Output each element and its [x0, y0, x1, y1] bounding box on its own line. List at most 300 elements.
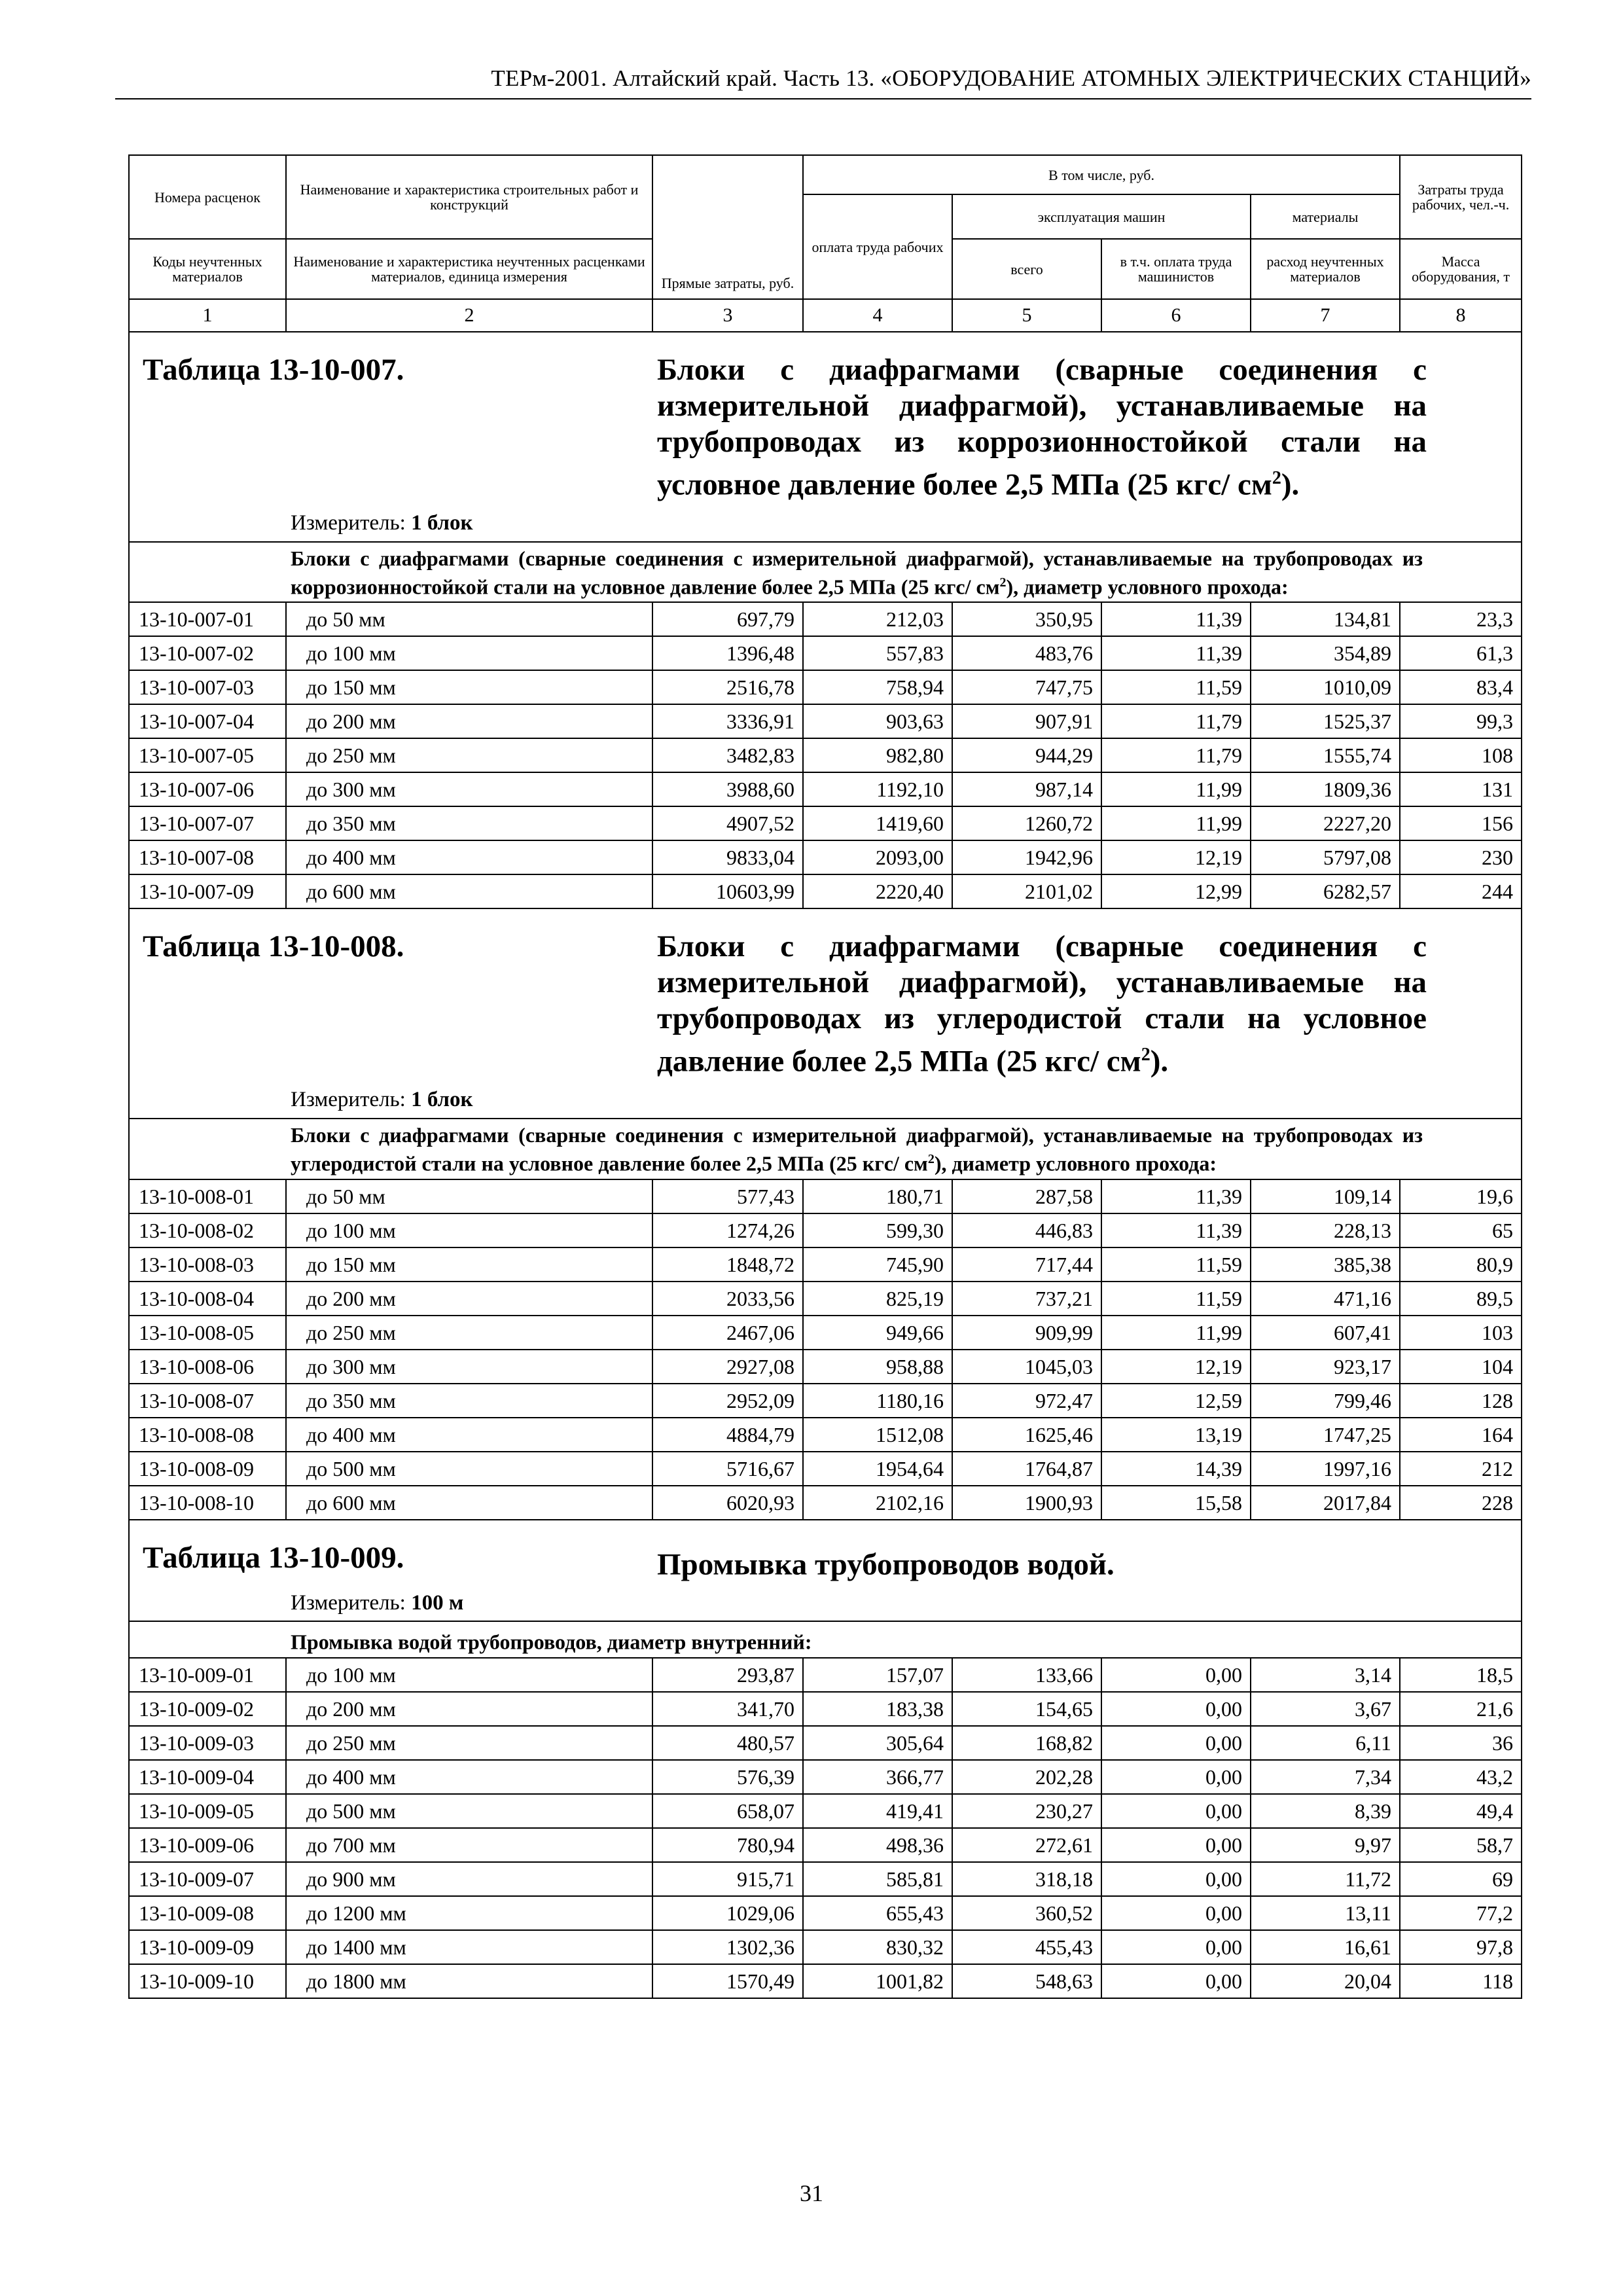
cell-machinist-pay: 12,99: [1101, 874, 1251, 908]
cell-machines-total: 318,18: [952, 1862, 1101, 1896]
table-description-text: Промывка трубопроводов водой.: [657, 1547, 1115, 1582]
cell-direct-costs: 3482,83: [652, 738, 803, 772]
cell-machinist-pay: 11,79: [1101, 704, 1251, 738]
measure-value: 1 блок: [411, 511, 473, 535]
cell-worker-pay: 1001,82: [803, 1964, 952, 1998]
cell-direct-costs: 915,71: [652, 1862, 803, 1896]
cell-direct-costs: 6020,93: [652, 1486, 803, 1520]
cell-direct-costs: 658,07: [652, 1794, 803, 1828]
cell-rate-code: 13-10-007-02: [129, 636, 286, 670]
table-row: [129, 1247, 1522, 1282]
cell-machines-total: 202,28: [952, 1760, 1101, 1794]
cell-rate-code: 13-10-009-07: [129, 1862, 286, 1896]
header-col3: Прямые затраты, руб.: [652, 155, 803, 299]
table-row: [129, 1282, 1522, 1316]
cell-rate-code: 13-10-007-09: [129, 874, 286, 908]
cell-work-name: до 100 мм: [286, 1658, 652, 1692]
cell-worker-pay: 1180,16: [803, 1384, 952, 1418]
cell-machinist-pay: 11,99: [1101, 772, 1251, 806]
cell-direct-costs: 3336,91: [652, 704, 803, 738]
cell-machinist-pay: 11,59: [1101, 1247, 1251, 1282]
cell-labor-costs: 69: [1400, 1862, 1522, 1896]
cell-worker-pay: 1512,08: [803, 1418, 952, 1452]
cell-direct-costs: 2033,56: [652, 1282, 803, 1316]
cell-direct-costs: 780,94: [652, 1828, 803, 1862]
cell-machinist-pay: 0,00: [1101, 1930, 1251, 1964]
table-row: [129, 772, 1522, 806]
cell-machines-total: 154,65: [952, 1692, 1101, 1726]
measure-row: [129, 507, 1522, 542]
cell-labor-costs: 65: [1400, 1213, 1522, 1247]
cell-materials: 607,41: [1251, 1316, 1400, 1350]
header-machines: эксплуатация машин: [952, 194, 1251, 239]
group-row: [129, 1621, 1522, 1658]
cell-labor-costs: 164: [1400, 1418, 1522, 1452]
group-text: [291, 1626, 1521, 1655]
cell-direct-costs: 2927,08: [652, 1350, 803, 1384]
section-title-wrap: [143, 929, 1512, 1080]
cell-labor-costs: 156: [1400, 806, 1522, 840]
cell-work-name: до 500 мм: [286, 1452, 652, 1486]
cell-direct-costs: 2467,06: [652, 1316, 803, 1350]
cell-materials: 228,13: [1251, 1213, 1400, 1247]
table-description-text: Блоки с диафрагмами (сварные соединения с измерительной диафрагмой), устанавливаемые на трубопроводах из коррозионностойкой стали на условное давление более 2,5 МПа (25 кгс/ см: [657, 353, 1427, 502]
column-number: 4: [803, 299, 952, 332]
measure-cell: [129, 507, 1522, 542]
measure-value: 100 м: [411, 1590, 464, 1615]
header-in-total: В том числе, руб.: [803, 155, 1400, 194]
cell-rate-code: 13-10-009-03: [129, 1726, 286, 1760]
cell-work-name: до 50 мм: [286, 602, 652, 636]
cell-labor-costs: 104: [1400, 1350, 1522, 1384]
cell-worker-pay: 830,32: [803, 1930, 952, 1964]
cell-rate-code: 13-10-009-04: [129, 1760, 286, 1794]
column-number: 5: [952, 299, 1101, 332]
cell-rate-code: 13-10-009-10: [129, 1964, 286, 1998]
cell-machines-total: 168,82: [952, 1726, 1101, 1760]
cell-worker-pay: 2102,16: [803, 1486, 952, 1520]
cell-work-name: до 200 мм: [286, 1692, 652, 1726]
cell-materials: 13,11: [1251, 1896, 1400, 1930]
cell-machines-total: 972,47: [952, 1384, 1101, 1418]
cell-work-name: до 1200 мм: [286, 1896, 652, 1930]
cell-direct-costs: 4907,52: [652, 806, 803, 840]
header-col4: оплата труда рабочих: [803, 194, 952, 299]
running-header: ТЕРм-2001. Алтайский край. Часть 13. «ОБОРУДОВАНИЕ АТОМНЫХ ЭЛЕКТРИЧЕСКИХ СТАНЦИЙ»: [115, 65, 1531, 99]
cell-labor-costs: 228: [1400, 1486, 1522, 1520]
cell-direct-costs: 1274,26: [652, 1213, 803, 1247]
cell-labor-costs: 118: [1400, 1964, 1522, 1998]
cell-work-name: до 100 мм: [286, 636, 652, 670]
cell-machinist-pay: 15,58: [1101, 1486, 1251, 1520]
cell-labor-costs: 36: [1400, 1726, 1522, 1760]
table-row: [129, 1384, 1522, 1418]
section-title-wrap: [143, 1540, 1512, 1583]
table-description-end: ).: [1281, 467, 1300, 502]
table-row: [129, 1930, 1522, 1964]
cell-worker-pay: 157,07: [803, 1658, 952, 1692]
cell-machines-total: 133,66: [952, 1658, 1101, 1692]
table-row: [129, 1726, 1522, 1760]
table-row: [129, 1862, 1522, 1896]
cell-materials: 134,81: [1251, 602, 1400, 636]
group-text-main: Блоки с диафрагмами (сварные соединения с измерительной диафрагмой), устанавливаемые на трубопроводах из коррозионностойкой стали на условное давление более 2,5 МПа (25 кгс/ см: [291, 546, 1423, 599]
cell-machines-total: 272,61: [952, 1828, 1101, 1862]
header-col1-bottom: Коды неучтенных материалов: [129, 239, 286, 299]
cell-machinist-pay: 0,00: [1101, 1862, 1251, 1896]
cell-work-name: до 350 мм: [286, 1384, 652, 1418]
cell-labor-costs: 23,3: [1400, 602, 1522, 636]
table-row: [129, 1658, 1522, 1692]
cell-labor-costs: 97,8: [1400, 1930, 1522, 1964]
cell-machines-total: 483,76: [952, 636, 1101, 670]
cell-rate-code: 13-10-008-04: [129, 1282, 286, 1316]
cell-rate-code: 13-10-009-08: [129, 1896, 286, 1930]
cell-worker-pay: 2220,40: [803, 874, 952, 908]
cell-worker-pay: 212,03: [803, 602, 952, 636]
cell-machinist-pay: 12,19: [1101, 840, 1251, 874]
cell-materials: 385,38: [1251, 1247, 1400, 1282]
cell-direct-costs: 577,43: [652, 1179, 803, 1213]
table-row: [129, 1794, 1522, 1828]
cell-materials: 923,17: [1251, 1350, 1400, 1384]
table-row: [129, 1316, 1522, 1350]
group-text-main: Промывка водой трубопроводов, диаметр внутренний:: [291, 1630, 812, 1654]
cell-materials: 6,11: [1251, 1726, 1400, 1760]
cell-work-name: до 100 мм: [286, 1213, 652, 1247]
group-row: [129, 542, 1522, 603]
cell-machines-total: 287,58: [952, 1179, 1101, 1213]
cell-labor-costs: 61,3: [1400, 636, 1522, 670]
group-text-superscript: 2: [927, 1151, 935, 1166]
column-number: 6: [1101, 299, 1251, 332]
table-row: [129, 1760, 1522, 1794]
price-table: [128, 154, 1522, 1999]
table-row: [129, 1179, 1522, 1213]
group-text-main: Блоки с диафрагмами (сварные соединения с измерительной диафрагмой), устанавливаемые на трубопроводах из углеродистой стали на условное давление более 2,5 МПа (25 кгс/ см: [291, 1122, 1423, 1175]
table-row: [129, 806, 1522, 840]
cell-direct-costs: 341,70: [652, 1692, 803, 1726]
cell-machinist-pay: 11,59: [1101, 1282, 1251, 1316]
cell-worker-pay: 599,30: [803, 1213, 952, 1247]
cell-worker-pay: 1419,60: [803, 806, 952, 840]
cell-worker-pay: 366,77: [803, 1760, 952, 1794]
cell-labor-costs: 99,3: [1400, 704, 1522, 738]
cell-work-name: до 400 мм: [286, 1760, 652, 1794]
table-row: [129, 1350, 1522, 1384]
table-row: [129, 1213, 1522, 1247]
section-title-row: [129, 1520, 1522, 1587]
cell-worker-pay: 183,38: [803, 1692, 952, 1726]
cell-worker-pay: 498,36: [803, 1828, 952, 1862]
table-row: [129, 1452, 1522, 1486]
cell-rate-code: 13-10-009-06: [129, 1828, 286, 1862]
cell-direct-costs: 1848,72: [652, 1247, 803, 1282]
cell-rate-code: 13-10-008-08: [129, 1418, 286, 1452]
cell-labor-costs: 244: [1400, 874, 1522, 908]
cell-rate-code: 13-10-007-01: [129, 602, 286, 636]
cell-materials: 799,46: [1251, 1384, 1400, 1418]
cell-machines-total: 747,75: [952, 670, 1101, 704]
cell-work-name: до 200 мм: [286, 704, 652, 738]
group-text-end: ), диаметр условного прохода:: [934, 1151, 1217, 1175]
cell-work-name: до 150 мм: [286, 670, 652, 704]
cell-work-name: до 1800 мм: [286, 1964, 652, 1998]
cell-worker-pay: 745,90: [803, 1247, 952, 1282]
cell-materials: 1997,16: [1251, 1452, 1400, 1486]
table-row: [129, 1828, 1522, 1862]
cell-work-name: до 350 мм: [286, 806, 652, 840]
table-description-superscript: 2: [1272, 468, 1281, 488]
cell-work-name: до 400 мм: [286, 1418, 652, 1452]
cell-work-name: до 250 мм: [286, 1316, 652, 1350]
cell-worker-pay: 585,81: [803, 1862, 952, 1896]
cell-rate-code: 13-10-007-05: [129, 738, 286, 772]
cell-machines-total: 1900,93: [952, 1486, 1101, 1520]
cell-direct-costs: 3988,60: [652, 772, 803, 806]
table-row: [129, 840, 1522, 874]
table-row: [129, 1486, 1522, 1520]
cell-machinist-pay: 11,59: [1101, 670, 1251, 704]
cell-machines-total: 446,83: [952, 1213, 1101, 1247]
cell-machinist-pay: 11,39: [1101, 1213, 1251, 1247]
section-title-row: [129, 332, 1522, 507]
group-text: [291, 1123, 1521, 1176]
cell-work-name: до 150 мм: [286, 1247, 652, 1282]
column-number: 1: [129, 299, 286, 332]
cell-machinist-pay: 0,00: [1101, 1828, 1251, 1862]
cell-materials: 8,39: [1251, 1794, 1400, 1828]
cell-work-name: до 250 мм: [286, 1726, 652, 1760]
cell-materials: 1555,74: [1251, 738, 1400, 772]
table-description: [657, 929, 1512, 1080]
cell-rate-code: 13-10-007-08: [129, 840, 286, 874]
cell-direct-costs: 1302,36: [652, 1930, 803, 1964]
cell-work-name: до 300 мм: [286, 1350, 652, 1384]
header-col1-top: Номера расценок: [129, 155, 286, 239]
table-row: [129, 1692, 1522, 1726]
cell-materials: 20,04: [1251, 1964, 1400, 1998]
group-text-end: ), диаметр условного прохода:: [1006, 575, 1289, 599]
table-title: Таблица 13-10-009.: [143, 1540, 404, 1575]
cell-materials: 7,34: [1251, 1760, 1400, 1794]
cell-rate-code: 13-10-009-02: [129, 1692, 286, 1726]
cell-machinist-pay: 0,00: [1101, 1896, 1251, 1930]
cell-rate-code: 13-10-008-09: [129, 1452, 286, 1486]
header-row-1: [129, 155, 1522, 194]
cell-machinist-pay: 11,79: [1101, 738, 1251, 772]
cell-work-name: до 600 мм: [286, 874, 652, 908]
cell-rate-code: 13-10-008-02: [129, 1213, 286, 1247]
cell-materials: 5797,08: [1251, 840, 1400, 874]
cell-materials: 6282,57: [1251, 874, 1400, 908]
cell-machines-total: 455,43: [952, 1930, 1101, 1964]
measure-label: Измеритель:: [291, 511, 412, 535]
cell-rate-code: 13-10-007-06: [129, 772, 286, 806]
section-title-wrap: [143, 352, 1512, 503]
cell-direct-costs: 293,87: [652, 1658, 803, 1692]
cell-machinist-pay: 0,00: [1101, 1726, 1251, 1760]
cell-machinist-pay: 12,59: [1101, 1384, 1251, 1418]
group-cell: [129, 542, 1522, 603]
cell-work-name: до 600 мм: [286, 1486, 652, 1520]
cell-worker-pay: 903,63: [803, 704, 952, 738]
cell-direct-costs: 2516,78: [652, 670, 803, 704]
group-row: [129, 1119, 1522, 1179]
cell-materials: 109,14: [1251, 1179, 1400, 1213]
cell-rate-code: 13-10-009-09: [129, 1930, 286, 1964]
measure-label: Измеритель:: [291, 1590, 412, 1615]
table-row: [129, 738, 1522, 772]
cell-labor-costs: 108: [1400, 738, 1522, 772]
cell-materials: 354,89: [1251, 636, 1400, 670]
cell-labor-costs: 77,2: [1400, 1896, 1522, 1930]
cell-work-name: до 700 мм: [286, 1828, 652, 1862]
cell-direct-costs: 576,39: [652, 1760, 803, 1794]
table-description: [657, 1540, 1512, 1583]
section-title-cell: [129, 908, 1522, 1084]
cell-materials: 2017,84: [1251, 1486, 1400, 1520]
cell-labor-costs: 80,9: [1400, 1247, 1522, 1282]
cell-worker-pay: 180,71: [803, 1179, 952, 1213]
header-col5: всего: [952, 239, 1101, 299]
cell-materials: 1010,09: [1251, 670, 1400, 704]
cell-machinist-pay: 14,39: [1101, 1452, 1251, 1486]
cell-labor-costs: 230: [1400, 840, 1522, 874]
cell-work-name: до 500 мм: [286, 1794, 652, 1828]
cell-materials: 16,61: [1251, 1930, 1400, 1964]
measure-value: 1 блок: [411, 1088, 473, 1112]
measure-row: [129, 1587, 1522, 1621]
column-number: 7: [1251, 299, 1400, 332]
cell-rate-code: 13-10-007-03: [129, 670, 286, 704]
cell-work-name: до 50 мм: [286, 1179, 652, 1213]
cell-machines-total: 987,14: [952, 772, 1101, 806]
cell-direct-costs: 697,79: [652, 602, 803, 636]
cell-rate-code: 13-10-008-05: [129, 1316, 286, 1350]
cell-work-name: до 400 мм: [286, 840, 652, 874]
section-title-row: [129, 908, 1522, 1084]
cell-labor-costs: 128: [1400, 1384, 1522, 1418]
cell-machinist-pay: 0,00: [1101, 1692, 1251, 1726]
cell-rate-code: 13-10-009-05: [129, 1794, 286, 1828]
table-row: [129, 1964, 1522, 1998]
cell-materials: 471,16: [1251, 1282, 1400, 1316]
cell-materials: 1747,25: [1251, 1418, 1400, 1452]
cell-rate-code: 13-10-008-10: [129, 1486, 286, 1520]
cell-rate-code: 13-10-009-01: [129, 1658, 286, 1692]
table-row: [129, 704, 1522, 738]
cell-machines-total: 1260,72: [952, 806, 1101, 840]
cell-machines-total: 944,29: [952, 738, 1101, 772]
cell-labor-costs: 212: [1400, 1452, 1522, 1486]
cell-machinist-pay: 11,39: [1101, 602, 1251, 636]
cell-worker-pay: 655,43: [803, 1896, 952, 1930]
cell-materials: 1809,36: [1251, 772, 1400, 806]
cell-worker-pay: 758,94: [803, 670, 952, 704]
header-col7: расход неучтенных материалов: [1251, 239, 1400, 299]
cell-materials: 11,72: [1251, 1862, 1400, 1896]
table-title: Таблица 13-10-008.: [143, 929, 404, 964]
cell-labor-costs: 131: [1400, 772, 1522, 806]
cell-materials: 3,14: [1251, 1658, 1400, 1692]
cell-direct-costs: 2952,09: [652, 1384, 803, 1418]
cell-materials: 9,97: [1251, 1828, 1400, 1862]
table-description-end: ).: [1150, 1044, 1169, 1079]
header-col8-bottom: Масса оборудования, т: [1400, 239, 1522, 299]
column-number: 3: [652, 299, 803, 332]
cell-direct-costs: 9833,04: [652, 840, 803, 874]
cell-materials: 3,67: [1251, 1692, 1400, 1726]
header-col6: в т.ч. оплата труда машинистов: [1101, 239, 1251, 299]
price-table-container: [128, 154, 1521, 1999]
cell-machines-total: 350,95: [952, 602, 1101, 636]
cell-direct-costs: 4884,79: [652, 1418, 803, 1452]
table-row: [129, 602, 1522, 636]
cell-worker-pay: 1192,10: [803, 772, 952, 806]
group-cell: [129, 1119, 1522, 1179]
cell-machinist-pay: 0,00: [1101, 1794, 1251, 1828]
cell-rate-code: 13-10-007-04: [129, 704, 286, 738]
column-number: 2: [286, 299, 652, 332]
cell-machines-total: 1942,96: [952, 840, 1101, 874]
cell-labor-costs: 83,4: [1400, 670, 1522, 704]
cell-machines-total: 909,99: [952, 1316, 1101, 1350]
cell-work-name: до 300 мм: [286, 772, 652, 806]
header-materials: материалы: [1251, 194, 1400, 239]
cell-labor-costs: 103: [1400, 1316, 1522, 1350]
cell-rate-code: 13-10-007-07: [129, 806, 286, 840]
cell-machines-total: 548,63: [952, 1964, 1101, 1998]
cell-worker-pay: 949,66: [803, 1316, 952, 1350]
cell-worker-pay: 825,19: [803, 1282, 952, 1316]
table-row: [129, 1418, 1522, 1452]
cell-direct-costs: 1570,49: [652, 1964, 803, 1998]
cell-worker-pay: 2093,00: [803, 840, 952, 874]
cell-machinist-pay: 11,39: [1101, 1179, 1251, 1213]
cell-labor-costs: 43,2: [1400, 1760, 1522, 1794]
cell-machines-total: 230,27: [952, 1794, 1101, 1828]
header-col2-bottom: Наименование и характеристика неучтенных расценками материалов, единица измерения: [286, 239, 652, 299]
cell-labor-costs: 89,5: [1400, 1282, 1522, 1316]
cell-machinist-pay: 0,00: [1101, 1964, 1251, 1998]
measure-label: Измеритель:: [291, 1088, 412, 1112]
group-text-superscript: 2: [999, 575, 1007, 590]
cell-labor-costs: 49,4: [1400, 1794, 1522, 1828]
cell-labor-costs: 58,7: [1400, 1828, 1522, 1862]
group-text: [291, 547, 1521, 600]
cell-worker-pay: 982,80: [803, 738, 952, 772]
table-description: [657, 352, 1512, 503]
cell-direct-costs: 5716,67: [652, 1452, 803, 1486]
cell-worker-pay: 557,83: [803, 636, 952, 670]
measure-cell: [129, 1084, 1522, 1119]
cell-work-name: до 250 мм: [286, 738, 652, 772]
cell-work-name: до 900 мм: [286, 1862, 652, 1896]
page-number: 31: [800, 2180, 823, 2206]
cell-machines-total: 907,91: [952, 704, 1101, 738]
cell-machines-total: 717,44: [952, 1247, 1101, 1282]
cell-rate-code: 13-10-008-01: [129, 1179, 286, 1213]
cell-machinist-pay: 12,19: [1101, 1350, 1251, 1384]
cell-worker-pay: 958,88: [803, 1350, 952, 1384]
table-title: Таблица 13-10-007.: [143, 353, 404, 387]
cell-direct-costs: 1029,06: [652, 1896, 803, 1930]
table-row: [129, 1896, 1522, 1930]
table-row: [129, 636, 1522, 670]
header-col2-top: Наименование и характеристика строительных работ и конструкций: [286, 155, 652, 239]
header-col8-top: Затраты труда рабочих, чел.-ч.: [1400, 155, 1522, 239]
